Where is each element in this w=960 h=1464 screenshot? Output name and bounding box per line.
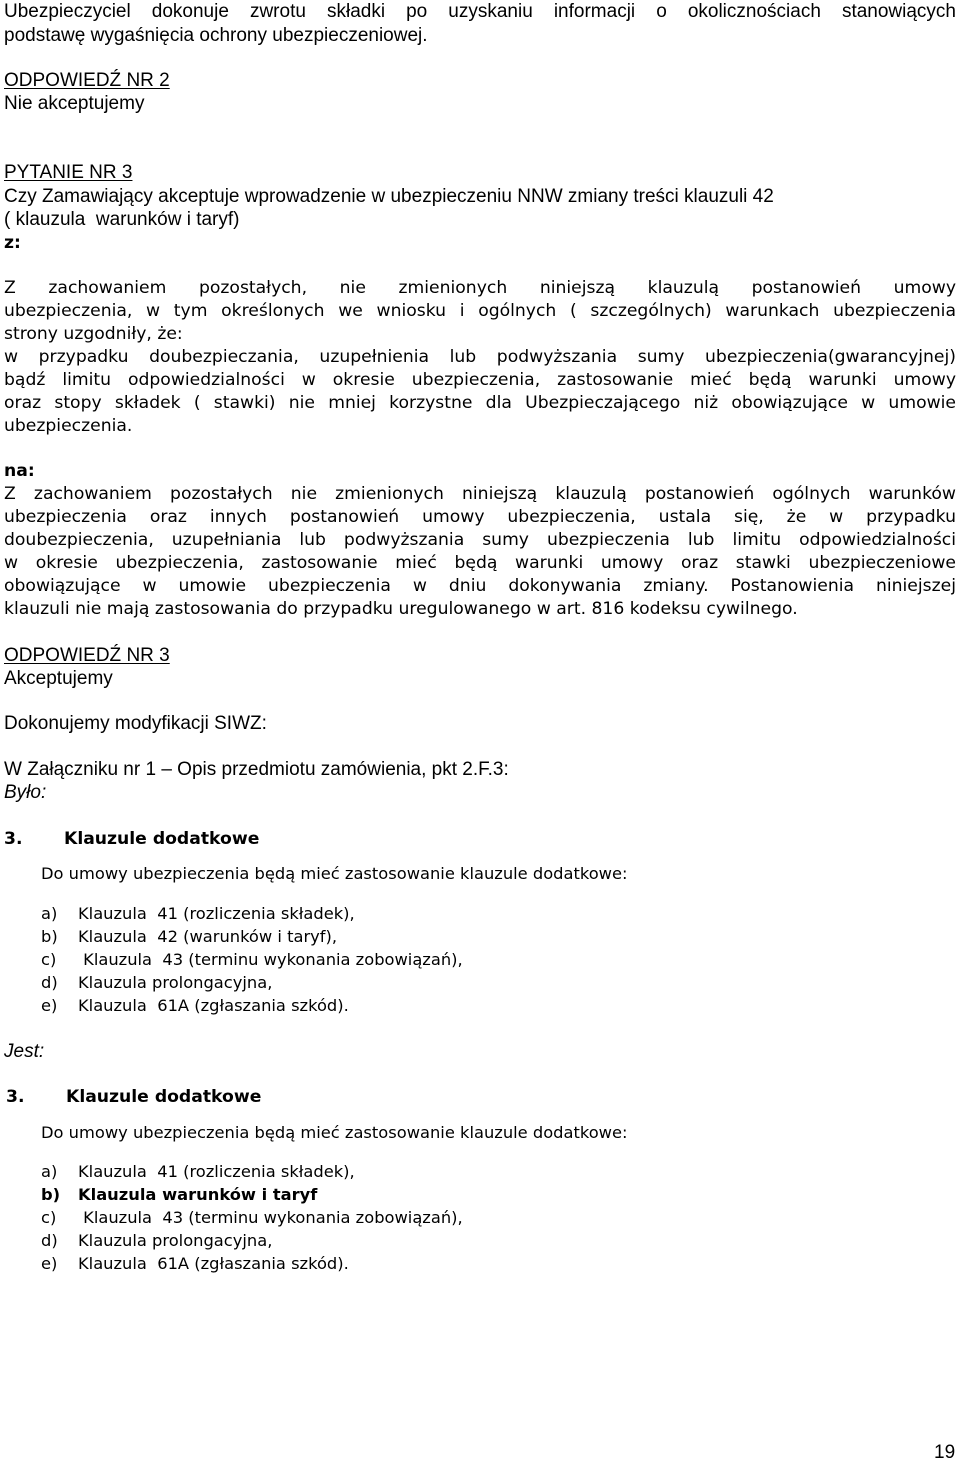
attachment-reference: W Załączniku nr 1 – Opis przedmiotu zamówienia, pkt 2.F.3: <box>4 759 509 780</box>
bylo-item-label: d) <box>41 973 58 992</box>
jest-item-text: Klauzula 61A (zgłaszania szkód). <box>78 1254 349 1273</box>
intro-line-2: podstawę wygaśnięcia ochrony ubezpieczeniowej. <box>4 25 428 46</box>
jest-item-label: d) <box>41 1231 58 1250</box>
answer-3-text: Akceptujemy <box>4 668 113 689</box>
na-line-2: ubezpieczenia oraz innych postanowień umowy ubezpieczenia, ustala się, że w przypadku <box>4 507 956 527</box>
bylo-item-text: Klauzula 41 (rozliczenia składek), <box>78 904 355 923</box>
page-number: 19 <box>934 1442 956 1463</box>
bylo-item-text: Klauzula 42 (warunków i taryf), <box>78 927 338 946</box>
bylo-section-number: 3. <box>4 829 23 849</box>
answer-2-text: Nie akceptujemy <box>4 93 145 114</box>
jest-item-text: Klauzula 43 (terminu wykonania zobowiązań), <box>78 1208 463 1227</box>
question-3-line-2: ( klauzula warunków i taryf) <box>4 209 240 230</box>
z-line-4: w przypadku doubezpieczania, uzupełnienia lub podwyższania sumy ubezpieczenia(gwarancyjnej) <box>4 347 956 367</box>
question-3-heading: PYTANIE NR 3 <box>4 162 133 183</box>
z-line-2: ubezpieczenia, w tym określonych we wniosku i ogólnych ( szczególnych) warunkach ubezpieczenia <box>4 301 956 321</box>
jest-section-heading <box>6 1086 261 1109</box>
na-line-4: w okresie ubezpieczenia, zastosowanie mieć będą warunki umowy oraz stawki ubezpieczeniowe <box>4 553 956 573</box>
jest-item-label: a) <box>41 1162 58 1181</box>
bylo-item-label: a) <box>41 904 58 923</box>
bylo-item-label: b) <box>41 927 58 946</box>
bylo-item-text: Klauzula 43 (terminu wykonania zobowiązań), <box>78 950 463 969</box>
na-label: na: <box>4 461 35 481</box>
siwz-modification: Dokonujemy modyfikacji SIWZ: <box>4 713 267 734</box>
jest-section-number: 3. <box>6 1087 25 1107</box>
jest-item-a <box>41 1160 355 1183</box>
bylo-section-heading <box>4 828 259 851</box>
jest-item-b <box>41 1183 317 1206</box>
na-line-3: doubezpieczenia, uzupełniania lub podwyższania sumy ubezpieczenia lub limitu odpowiedzialności <box>4 530 956 550</box>
jest-item-label: e) <box>41 1254 58 1273</box>
jest-item-label: c) <box>41 1208 57 1227</box>
jest-item-d <box>41 1229 272 1252</box>
bylo-item-label: c) <box>41 950 57 969</box>
answer-2-heading: ODPOWIEDŹ NR 2 <box>4 70 170 91</box>
bylo-label: Było: <box>4 782 47 803</box>
bylo-item-a <box>41 902 355 925</box>
z-label: z: <box>4 233 21 253</box>
jest-item-e <box>41 1252 349 1275</box>
jest-item-c <box>41 1206 463 1229</box>
answer-3-heading: ODPOWIEDŹ NR 3 <box>4 645 170 666</box>
z-line-3: strony uzgodniły, że: <box>4 324 183 344</box>
na-line-1: Z zachowaniem pozostałych nie zmienionych niniejszą klauzulą postanowień ogólnych warunków <box>4 484 956 504</box>
na-line-5: obowiązujące w umowie ubezpieczenia w dniu dokonywania zmiany. Postanowienia niniejszej <box>4 576 956 596</box>
z-line-6: oraz stopy składek ( stawki) nie mniej korzystne dla Ubezpieczającego niż obowiązujące w umowie <box>4 393 956 413</box>
bylo-item-b <box>41 925 337 948</box>
na-line-6: klauzuli nie mają zastosowania do przypadku uregulowanego w art. 816 kodeksu cywilnego. <box>4 599 798 619</box>
bylo-item-label: e) <box>41 996 58 1015</box>
jest-item-text: Klauzula 41 (rozliczenia składek), <box>78 1162 355 1181</box>
bylo-item-d <box>41 971 272 994</box>
z-line-5: bądź limitu odpowiedzialności w okresie ubezpieczenia, zastosowanie mieć będą warunki umowy <box>4 370 956 390</box>
z-line-1: Z zachowaniem pozostałych, nie zmienionych niniejszą klauzulą postanowień umowy <box>4 278 956 298</box>
intro-line-1: Ubezpieczyciel dokonuje zwrotu składki po uzyskaniu informacji o okolicznościach stanowiących <box>4 1 956 22</box>
bylo-item-c <box>41 948 463 971</box>
bylo-item-text: Klauzula 61A (zgłaszania szkód). <box>78 996 349 1015</box>
jest-item-text: Klauzula prolongacyjna, <box>78 1231 273 1250</box>
bylo-intro: Do umowy ubezpieczenia będą mieć zastosowanie klauzule dodatkowe: <box>41 864 628 883</box>
bylo-section-title: Klauzule dodatkowe <box>64 829 260 849</box>
jest-intro: Do umowy ubezpieczenia będą mieć zastosowanie klauzule dodatkowe: <box>41 1123 628 1142</box>
jest-item-text: Klauzula warunków i taryf <box>78 1185 318 1204</box>
bylo-item-text: Klauzula prolongacyjna, <box>78 973 273 992</box>
bylo-item-e <box>41 994 349 1017</box>
jest-item-label: b) <box>41 1185 61 1204</box>
jest-label: Jest: <box>4 1041 45 1062</box>
question-3-line-1: Czy Zamawiający akceptuje wprowadzenie w ubezpieczeniu NNW zmiany treści klauzuli 42 <box>4 186 774 207</box>
jest-section-title: Klauzule dodatkowe <box>66 1087 262 1107</box>
z-line-7: ubezpieczenia. <box>4 416 133 436</box>
